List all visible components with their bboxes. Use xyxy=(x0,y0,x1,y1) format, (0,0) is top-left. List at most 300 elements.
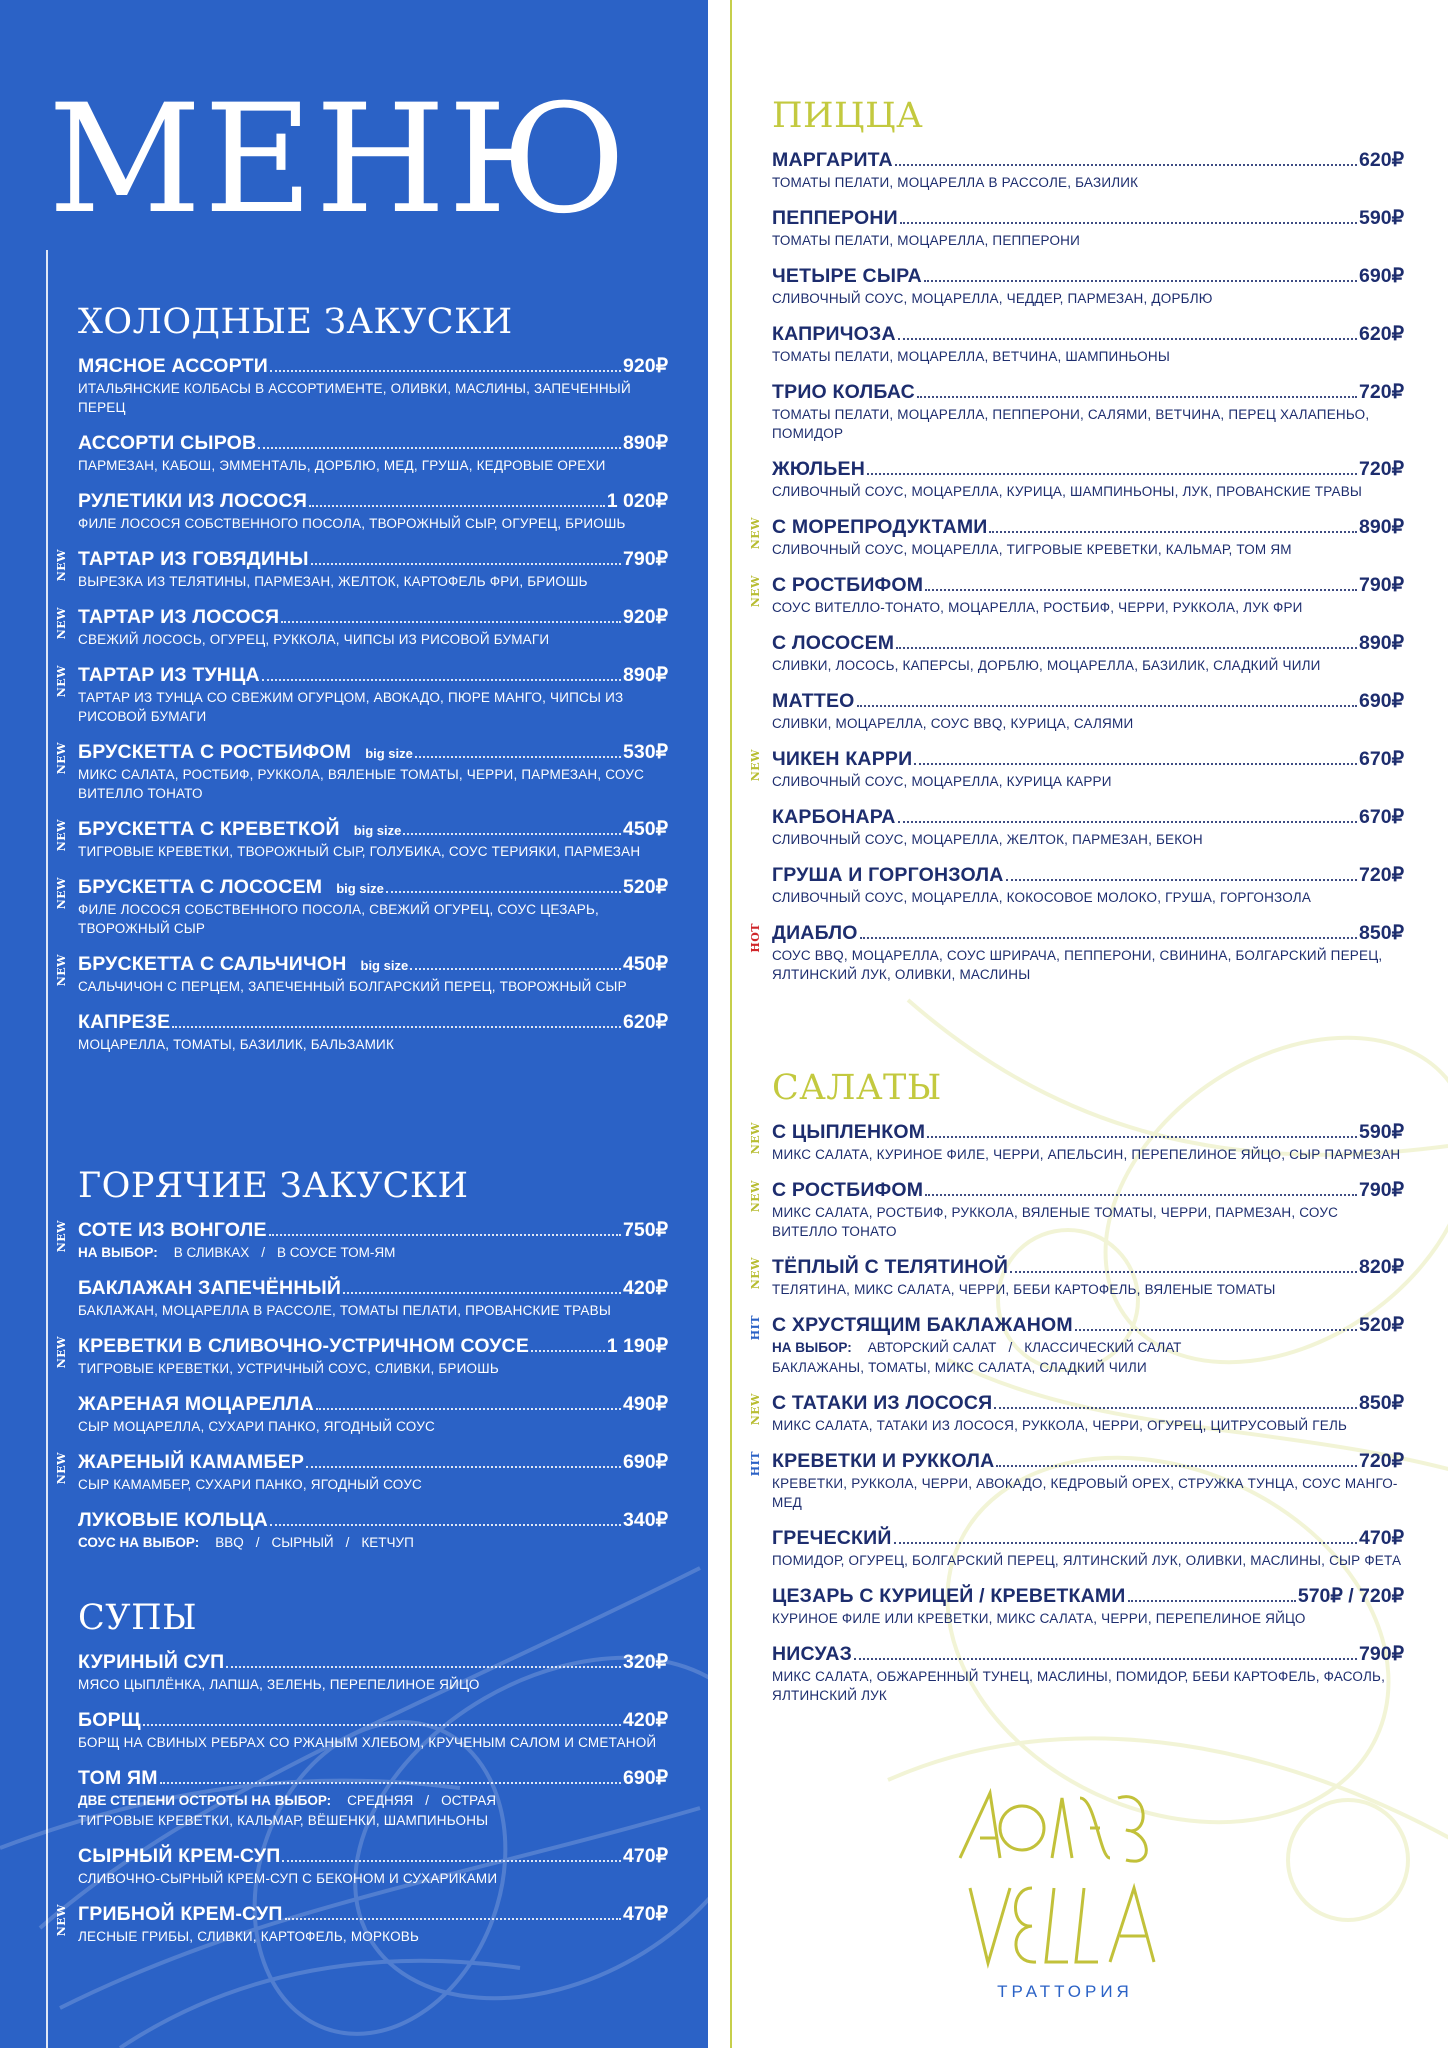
item-name: ЖАРЕНЫЙ КАМАМБЕР xyxy=(78,1451,305,1473)
leader-dots xyxy=(860,937,1357,939)
badge-hit: HIT xyxy=(749,1315,762,1341)
item-name: КАРБОНАРА xyxy=(772,806,896,828)
item-name: ЖЮЛЬЕН xyxy=(772,458,865,480)
choice-option: АВТОРСКИЙ САЛАТ xyxy=(867,1340,997,1355)
badge-new: NEW xyxy=(749,749,762,782)
item-row xyxy=(772,457,1404,481)
menu-item xyxy=(55,952,668,996)
item-name: ГРУША И ГОРГОНЗОЛА xyxy=(772,864,1004,886)
menu-item xyxy=(772,380,1404,443)
badge-new: NEW xyxy=(55,1904,68,1937)
item-price: 720₽ xyxy=(1359,864,1404,886)
leader-dots xyxy=(311,563,621,565)
leader-dots xyxy=(1128,1600,1296,1602)
item-price: 320₽ xyxy=(623,1651,668,1673)
item-description: СВЕЖИЙ ЛОСОСЬ, ОГУРЕЦ, РУККОЛА, ЧИПСЫ ИЗ РИСОВОЙ БУМАГИ xyxy=(78,632,550,647)
item-price: 850₽ xyxy=(1359,1392,1404,1414)
menu-item xyxy=(55,740,668,803)
item-name: БОРЩ xyxy=(78,1709,141,1731)
menu-item xyxy=(749,573,1404,617)
item-name: ТАРТАР ИЗ ЛОСОСЯ xyxy=(78,606,280,628)
item-description: СЫР КАМАМБЕР, СУХАРИ ПАНКО, ЯГОДНЫЙ СОУС xyxy=(78,1477,422,1492)
badge-new: NEW xyxy=(749,575,762,608)
restaurant-logo xyxy=(950,1778,1180,2002)
item-name: КУРИНЫЙ СУП xyxy=(78,1651,225,1673)
item-row xyxy=(78,489,668,513)
leader-dots xyxy=(857,705,1357,707)
item-description: СЛИВОЧНЫЙ СОУС, МОЦАРЕЛЛА, КУРИЦА КАРРИ xyxy=(772,774,1112,789)
item-description: МИКС САЛАТА, ТАТАКИ ИЗ ЛОСОСЯ, РУККОЛА, ЧЕРРИ, ОГУРЕЦ, ЦИТРУСОВЫЙ ГЕЛЬ xyxy=(772,1418,1348,1433)
leader-dots xyxy=(894,1542,1357,1544)
item-price: 590₽ xyxy=(1359,1121,1404,1143)
item-description: СЛИВОЧНО-СЫРНЫЙ КРЕМ-СУП С БЕКОНОМ И СУХАРИКАМИ xyxy=(78,1871,498,1886)
item-price: 890₽ xyxy=(1359,516,1404,538)
item-price: 620₽ xyxy=(1359,323,1404,345)
leader-dots xyxy=(403,833,621,835)
size-note: big size xyxy=(365,746,413,761)
leader-dots xyxy=(925,1194,1357,1196)
choice-separator: / xyxy=(255,1535,260,1550)
item-price: 790₽ xyxy=(1359,1643,1404,1665)
menu-item xyxy=(55,817,668,861)
item-name: С МОРЕПРОДУКТАМИ xyxy=(772,516,988,538)
item-description: ИТАЛЬЯНСКИЕ КОЛБАСЫ В АССОРТИМЕНТЕ, ОЛИВКИ, МАСЛИНЫ, ЗАПЕЧЕННЫЙ ПЕРЕЦ xyxy=(78,381,631,415)
item-price: 790₽ xyxy=(623,548,668,570)
item-name: ТАРТАР ИЗ ГОВЯДИНЫ xyxy=(78,548,309,570)
menu-item xyxy=(772,1526,1404,1570)
menu-title: МЕНЮ xyxy=(48,73,629,247)
item-price: 450₽ xyxy=(623,953,668,975)
menu-item xyxy=(55,1334,668,1378)
item-description: МИКС САЛАТА, РОСТБИФ, РУККОЛА, ВЯЛЕНЫЕ ТОМАТЫ, ЧЕРРИ, ПАРМЕЗАН, СОУС ВИТЕЛЛО ТОНАТО xyxy=(772,1205,1339,1239)
badge-hot: HOT xyxy=(749,923,762,953)
menu-item xyxy=(78,1276,668,1320)
item-description: ТОМАТЫ ПЕЛАТИ, МОЦАРЕЛЛА, ПЕППЕРОНИ xyxy=(772,233,1081,248)
leader-dots xyxy=(410,968,621,970)
badge-new: NEW xyxy=(55,607,68,640)
item-description: СЛИВОЧНЫЙ СОУС, МОЦАРЕЛЛА, ЖЕЛТОК, ПАРМЕЗАН, БЕКОН xyxy=(772,832,1203,847)
leader-dots xyxy=(386,891,621,893)
item-price: 670₽ xyxy=(1359,806,1404,828)
size-note: big size xyxy=(360,958,409,973)
choice-separator: / xyxy=(1008,1340,1013,1355)
item-name: С ЦЫПЛЕНКОМ xyxy=(772,1121,926,1143)
item-price: 890₽ xyxy=(1359,632,1404,654)
item-description: БОРЩ НА СВИНЫХ РЕБРАХ СО РЖАНЫМ ХЛЕБОМ, КРУЧЕНЫМ САЛОМ И СМЕТАНОЙ xyxy=(78,1735,657,1750)
badge-new: NEW xyxy=(55,742,68,775)
item-price: 690₽ xyxy=(1359,690,1404,712)
choice-option: BBQ xyxy=(215,1535,244,1550)
item-row xyxy=(772,322,1404,346)
item-price: 470₽ xyxy=(1359,1527,1404,1549)
menu-item xyxy=(772,457,1404,501)
item-row xyxy=(772,264,1404,288)
item-price: 620₽ xyxy=(623,1011,668,1033)
section-soups xyxy=(55,1596,668,1960)
item-name: БРУСКЕТТА С КРЕВЕТКОЙ xyxy=(78,818,340,840)
section-cold-appetizers xyxy=(55,300,668,1068)
badge-new: NEW xyxy=(55,1336,68,1369)
item-price: 520₽ xyxy=(1359,1314,1404,1336)
item-row xyxy=(772,863,1404,887)
item-description: КУРИНОЕ ФИЛЕ ИЛИ КРЕВЕТКИ, МИКС САЛАТА, ЧЕРРИ, ПЕРЕПЕЛИНОЕ ЯЙЦО xyxy=(772,1611,1306,1626)
item-name: БРУСКЕТТА С ЛОСОСЕМ xyxy=(78,876,323,898)
item-name: ЖАРЕНАЯ МОЦАРЕЛЛА xyxy=(78,1393,314,1415)
item-price: 720₽ xyxy=(1359,381,1404,403)
item-row xyxy=(78,1010,668,1034)
frame-line xyxy=(46,250,48,2048)
leader-dots xyxy=(896,647,1357,649)
item-name: МАРГАРИТА xyxy=(772,149,893,171)
menu-item xyxy=(78,1392,668,1436)
item-name: МЯСНОЕ АССОРТИ xyxy=(78,355,268,377)
item-row xyxy=(78,740,668,764)
leader-dots xyxy=(1075,1329,1357,1331)
leader-dots xyxy=(172,1026,621,1028)
leader-dots xyxy=(924,280,1357,282)
leader-dots xyxy=(531,1350,605,1352)
item-row xyxy=(78,431,668,455)
menu-item xyxy=(749,515,1404,559)
item-name: ТРИО КОЛБАС xyxy=(772,381,915,403)
item-price: 690₽ xyxy=(623,1767,668,1789)
item-price: 890₽ xyxy=(623,664,668,686)
menu-item xyxy=(749,1391,1404,1435)
item-description: СЛИВОЧНЫЙ СОУС, МОЦАРЕЛЛА, ЧЕДДЕР, ПАРМЕЗАН, ДОРБЛЮ xyxy=(772,291,1213,306)
item-name: ТОМ ЯМ xyxy=(78,1767,158,1789)
item-row xyxy=(772,1526,1404,1550)
item-price: 590₽ xyxy=(1359,207,1404,229)
item-choice xyxy=(78,1791,668,1810)
item-row xyxy=(772,1313,1404,1337)
menu-item xyxy=(55,1450,668,1494)
leader-dots xyxy=(269,1234,621,1236)
item-row xyxy=(772,631,1404,655)
menu-item xyxy=(78,1766,668,1830)
item-row xyxy=(772,573,1404,597)
accent-stripe xyxy=(730,0,732,2048)
item-choice xyxy=(772,1338,1404,1357)
item-description: СОУС BBQ, МОЦАРЕЛЛА, СОУС ШРИРАЧА, ПЕППЕРОНИ, СВИНИНА, БОЛГАРСКИЙ ПЕРЕЦ, ЯЛТИНСКИЙ ЛУК, ОЛИВКИ, МАСЛИНЫ xyxy=(772,948,1383,982)
choice-option: КЕТЧУП xyxy=(361,1535,414,1550)
item-description: БАКЛАЖАНЫ, ТОМАТЫ, МИКС САЛАТА, СЛАДКИЙ ЧИЛИ xyxy=(772,1360,1147,1375)
item-price: 620₽ xyxy=(1359,149,1404,171)
item-name: СОТЕ ИЗ ВОНГОЛЕ xyxy=(78,1219,267,1241)
item-description: БАКЛАЖАН, МОЦАРЕЛЛА В РАССОЛЕ, ТОМАТЫ ПЕЛАТИ, ПРОВАНСКИЕ ТРАВЫ xyxy=(78,1303,611,1318)
item-price: 490₽ xyxy=(623,1393,668,1415)
leader-dots xyxy=(1010,1271,1357,1273)
badge-new: NEW xyxy=(55,549,68,582)
badge-new: NEW xyxy=(55,819,68,852)
item-row xyxy=(78,1844,668,1868)
item-name: ЦЕЗАРЬ С КУРИЦЕЙ / КРЕВЕТКАМИ xyxy=(772,1585,1126,1607)
item-row xyxy=(772,1449,1404,1473)
menu-item xyxy=(749,1313,1404,1377)
choice-separator: / xyxy=(425,1793,430,1808)
menu-item xyxy=(772,148,1404,192)
logo-subtitle: ТРАТТОРИЯ xyxy=(997,1982,1133,2001)
size-note: big size xyxy=(336,881,384,896)
leader-dots xyxy=(285,1918,621,1920)
section-pizza xyxy=(749,94,1404,998)
item-row xyxy=(78,1650,668,1674)
item-row xyxy=(78,817,668,841)
choice-option: СРЕДНЯЯ xyxy=(347,1793,414,1808)
item-name: БАКЛАЖАН ЗАПЕЧЁННЫЙ xyxy=(78,1277,342,1299)
item-name: С ТАТАКИ ИЗ ЛОСОСЯ xyxy=(772,1392,993,1414)
item-name: ГРИБНОЙ КРЕМ-СУП xyxy=(78,1903,283,1925)
item-name: ТАРТАР ИЗ ТУНЦА xyxy=(78,664,260,686)
item-choice xyxy=(78,1243,668,1262)
item-row xyxy=(772,515,1404,539)
leader-dots xyxy=(914,763,1357,765)
item-row xyxy=(78,1708,668,1732)
section-title: ГОРЯЧИЕ ЗАКУСКИ xyxy=(78,1166,469,1206)
menu-item xyxy=(749,1255,1404,1299)
item-row xyxy=(772,1642,1404,1666)
item-description: ТЕЛЯТИНА, МИКС САЛАТА, ЧЕРРИ, БЕБИ КАРТОФЕЛЬ, ВЯЛЕНЫЕ ТОМАТЫ xyxy=(772,1282,1276,1297)
item-row xyxy=(78,875,668,899)
item-name: С РОСТБИФОМ xyxy=(772,574,924,596)
leader-dots xyxy=(898,338,1357,340)
leader-dots xyxy=(343,1292,621,1294)
item-row xyxy=(78,1392,668,1416)
menu-item xyxy=(78,489,668,533)
leader-dots xyxy=(306,1466,621,1468)
menu-item xyxy=(772,805,1404,849)
item-name: С ЛОСОСЕМ xyxy=(772,632,895,654)
item-name: КРЕВЕТКИ И РУККОЛА xyxy=(772,1450,995,1472)
item-name: СЫРНЫЙ КРЕМ-СУП xyxy=(78,1845,281,1867)
leader-dots xyxy=(258,447,621,449)
leader-dots xyxy=(415,756,621,758)
menu-item xyxy=(78,1508,668,1552)
leader-dots xyxy=(927,1136,1357,1138)
leader-dots xyxy=(867,473,1357,475)
leader-dots xyxy=(270,370,621,372)
item-price: 920₽ xyxy=(623,355,668,377)
item-row xyxy=(772,148,1404,172)
item-description: СЛИВОЧНЫЙ СОУС, МОЦАРЕЛЛА, КУРИЦА, ШАМПИНЬОНЫ, ЛУК, ПРОВАНСКИЕ ТРАВЫ xyxy=(772,484,1363,499)
item-description: ТИГРОВЫЕ КРЕВЕТКИ, ТВОРОЖНЫЙ СЫР, ГОЛУБИКА, СОУС ТЕРИЯКИ, ПАРМЕЗАН xyxy=(78,844,641,859)
leader-dots xyxy=(316,1408,621,1410)
item-price: 790₽ xyxy=(1359,574,1404,596)
choice-label: НА ВЫБОР: xyxy=(78,1245,158,1260)
menu-item xyxy=(749,747,1404,791)
choice-option: СЫРНЫЙ xyxy=(271,1535,334,1550)
menu-item xyxy=(749,1120,1404,1164)
item-name: ЧЕТЫРЕ СЫРА xyxy=(772,265,922,287)
menu-item xyxy=(78,354,668,417)
menu-item xyxy=(749,1449,1404,1512)
item-price: 790₽ xyxy=(1359,1179,1404,1201)
item-row xyxy=(78,1334,668,1358)
item-name: ДИАБЛО xyxy=(772,922,858,944)
item-row xyxy=(772,1178,1404,1202)
item-row xyxy=(772,921,1404,945)
choice-separator: / xyxy=(345,1535,350,1550)
item-row xyxy=(78,1450,668,1474)
item-row xyxy=(78,547,668,571)
item-price: 690₽ xyxy=(1359,265,1404,287)
leader-dots xyxy=(281,621,621,623)
menu-item xyxy=(749,921,1404,984)
item-price: 750₽ xyxy=(623,1219,668,1241)
leader-dots xyxy=(282,1860,621,1862)
leader-dots xyxy=(898,821,1358,823)
item-price: 690₽ xyxy=(623,1451,668,1473)
item-description: СЛИВОЧНЫЙ СОУС, МОЦАРЕЛЛА, КОКОСОВОЕ МОЛОКО, ГРУША, ГОРГОНЗОЛА xyxy=(772,890,1312,905)
item-description: СОУС ВИТЕЛЛО-ТОНАТО, МОЦАРЕЛЛА, РОСТБИФ, ЧЕРРИ, РУККОЛА, ЛУК ФРИ xyxy=(772,600,1303,615)
item-description: СЛИВКИ, ЛОСОСЬ, КАПЕРСЫ, ДОРБЛЮ, МОЦАРЕЛЛА, БАЗИЛИК, СЛАДКИЙ ЧИЛИ xyxy=(772,658,1321,673)
item-price: 340₽ xyxy=(623,1509,668,1531)
menu-item xyxy=(78,431,668,475)
item-description: МИКС САЛАТА, ОБЖАРЕННЫЙ ТУНЕЦ, МАСЛИНЫ, ПОМИДОР, БЕБИ КАРТОФЕЛЬ, ФАСОЛЬ, ЯЛТИНСКИЙ ЛУК xyxy=(772,1669,1386,1703)
section-hot-appetizers xyxy=(55,1164,668,1566)
item-row xyxy=(772,380,1404,404)
badge-new: NEW xyxy=(749,1393,762,1426)
item-description: МИКС САЛАТА, КУРИНОЕ ФИЛЕ, ЧЕРРИ, АПЕЛЬСИН, ПЕРЕПЕЛИНОЕ ЯЙЦО, СЫР ПАРМЕЗАН xyxy=(772,1147,1401,1162)
item-price: 720₽ xyxy=(1359,458,1404,480)
item-name: ЧИКЕН КАРРИ xyxy=(772,748,913,770)
item-name: ПЕППЕРОНИ xyxy=(772,207,898,229)
item-price: 420₽ xyxy=(623,1277,668,1299)
badge-new: NEW xyxy=(55,1220,68,1253)
size-note: big size xyxy=(353,823,402,838)
choice-option: КЛАССИЧЕСКИЙ САЛАТ xyxy=(1024,1340,1182,1355)
item-name: КРЕВЕТКИ В СЛИВОЧНО-УСТРИЧНОМ СОУСЕ xyxy=(78,1335,530,1357)
item-name: РУЛЕТИКИ ИЗ ЛОСОСЯ xyxy=(78,490,308,512)
item-row xyxy=(78,354,668,378)
item-description: ПАРМЕЗАН, КАБОШ, ЭММЕНТАЛЬ, ДОРБЛЮ, МЕД, ГРУША, КЕДРОВЫЕ ОРЕХИ xyxy=(78,458,606,473)
leader-dots xyxy=(854,1658,1357,1660)
menu-item xyxy=(55,1218,668,1262)
item-description: ТИГРОВЫЕ КРЕВЕТКИ, КАЛЬМАР, ВЁШЕНКИ, ШАМПИНЬОНЫ xyxy=(78,1813,489,1828)
leader-dots xyxy=(143,1724,621,1726)
item-name: БРУСКЕТТА С РОСТБИФОМ xyxy=(78,741,352,763)
leader-dots xyxy=(989,531,1357,533)
item-description: ПОМИДОР, ОГУРЕЦ, БОЛГАРСКИЙ ПЕРЕЦ, ЯЛТИНСКИЙ ЛУК, ОЛИВКИ, МАСЛИНЫ, СЫР ФЕТА xyxy=(772,1553,1402,1568)
section-title: ПИЦЦА xyxy=(772,96,924,136)
menu-item xyxy=(55,1902,668,1946)
item-description: КРЕВЕТКИ, РУККОЛА, ЧЕРРИ, АВОКАДО, КЕДРОВЫЙ ОРЕХ, СТРУЖКА ТУНЦА, СОУС МАНГО-МЕД xyxy=(772,1476,1398,1510)
menu-item xyxy=(78,1844,668,1888)
item-description: СЛИВКИ, МОЦАРЕЛЛА, СОУС BBQ, КУРИЦА, САЛЯМИ xyxy=(772,716,1134,731)
section-title: ХОЛОДНЫЕ ЗАКУСКИ xyxy=(78,302,513,342)
item-name: С РОСТБИФОМ xyxy=(772,1179,924,1201)
badge-new: NEW xyxy=(749,1257,762,1290)
section-salads xyxy=(749,1066,1404,1719)
choice-option: В СОУСЕ ТОМ-ЯМ xyxy=(277,1245,396,1260)
menu-item xyxy=(55,875,668,938)
item-row xyxy=(772,747,1404,771)
leader-dots xyxy=(262,679,621,681)
badge-new: NEW xyxy=(55,665,68,698)
item-description: ФИЛЕ ЛОСОСЯ СОБСТВЕННОГО ПОСОЛА, СВЕЖИЙ ОГУРЕЦ, СОУС ЦЕЗАРЬ, ТВОРОЖНЫЙ СЫР xyxy=(78,902,599,936)
menu-item xyxy=(78,1010,668,1054)
item-row xyxy=(78,952,668,976)
menu-item xyxy=(772,1642,1404,1705)
item-price: 450₽ xyxy=(623,818,668,840)
item-description: ФИЛЕ ЛОСОСЯ СОБСТВЕННОГО ПОСОЛА, ТВОРОЖНЫЙ СЫР, ОГУРЕЦ, БРИОШЬ xyxy=(78,516,626,531)
menu-item xyxy=(772,206,1404,250)
item-choice xyxy=(78,1533,668,1552)
menu-item xyxy=(55,663,668,726)
badge-new: NEW xyxy=(55,1452,68,1485)
item-description: ТОМАТЫ ПЕЛАТИ, МОЦАРЕЛЛА В РАССОЛЕ, БАЗИЛИК xyxy=(772,175,1139,190)
menu-item xyxy=(772,322,1404,366)
choice-separator: / xyxy=(261,1245,266,1260)
leader-dots xyxy=(996,1465,1357,1467)
item-row xyxy=(78,663,668,687)
item-row xyxy=(772,206,1404,230)
item-name: ЛУКОВЫЕ КОЛЬЦА xyxy=(78,1509,268,1531)
logo-mark xyxy=(950,1778,1180,1978)
left-panel xyxy=(0,0,708,2048)
item-name: БРУСКЕТТА С САЛЬЧИЧОН xyxy=(78,953,347,975)
menu-item xyxy=(772,1584,1404,1628)
item-name: КАПРИЧОЗА xyxy=(772,323,896,345)
item-description: ТИГРОВЫЕ КРЕВЕТКИ, УСТРИЧНЫЙ СОУС, СЛИВКИ, БРИОШЬ xyxy=(78,1361,499,1376)
item-description: ТАРТАР ИЗ ТУНЦА СО СВЕЖИМ ОГУРЦОМ, АВОКАДО, ПЮРЕ МАНГО, ЧИПСЫ ИЗ РИСОВОЙ БУМАГИ xyxy=(78,690,624,724)
item-price: 530₽ xyxy=(623,741,668,763)
leader-dots xyxy=(309,505,605,507)
item-price: 570₽ / 720₽ xyxy=(1297,1585,1404,1607)
item-description: ЛЕСНЫЕ ГРИБЫ, СЛИВКИ, КАРТОФЕЛЬ, МОРКОВЬ xyxy=(78,1929,420,1944)
choice-label: ДВЕ СТЕПЕНИ ОСТРОТЫ НА ВЫБОР: xyxy=(78,1793,332,1808)
leader-dots xyxy=(895,164,1357,166)
badge-new: NEW xyxy=(55,954,68,987)
item-name: МАТТЕО xyxy=(772,690,855,712)
item-description: МЯСО ЦЫПЛЁНКА, ЛАПША, ЗЕЛЕНЬ, ПЕРЕПЕЛИНОЕ ЯЙЦО xyxy=(78,1677,480,1692)
item-price: 820₽ xyxy=(1359,1256,1404,1278)
menu-item xyxy=(55,605,668,649)
item-price: 420₽ xyxy=(623,1709,668,1731)
item-row xyxy=(772,1391,1404,1415)
item-row xyxy=(78,605,668,629)
badge-hit: HIT xyxy=(749,1451,762,1477)
badge-new: NEW xyxy=(749,517,762,550)
item-name: ТЁПЛЫЙ С ТЕЛЯТИНОЙ xyxy=(772,1256,1009,1278)
item-name: НИСУАЗ xyxy=(772,1643,853,1665)
item-description: МИКС САЛАТА, РОСТБИФ, РУККОЛА, ВЯЛЕНЫЕ ТОМАТЫ, ЧЕРРИ, ПАРМЕЗАН, СОУС ВИТЕЛЛО ТОНАТО xyxy=(78,767,645,801)
leader-dots xyxy=(917,396,1357,398)
menu-item xyxy=(772,863,1404,907)
leader-dots xyxy=(925,589,1357,591)
item-row xyxy=(772,1120,1404,1144)
item-name: С ХРУСТЯЩИМ БАКЛАЖАНОМ xyxy=(772,1314,1073,1336)
item-description: ТОМАТЫ ПЕЛАТИ, МОЦАРЕЛЛА, ПЕППЕРОНИ, САЛЯМИ, ВЕТЧИНА, ПЕРЕЦ ХАЛАПЕНЬО, ПОМИДОР xyxy=(772,407,1370,441)
choice-label: СОУС НА ВЫБОР: xyxy=(78,1535,200,1550)
item-name: АССОРТИ СЫРОВ xyxy=(78,432,257,454)
menu-item xyxy=(78,1708,668,1752)
leader-dots xyxy=(900,222,1357,224)
item-price: 670₽ xyxy=(1359,748,1404,770)
item-name: КАПРЕЗЕ xyxy=(78,1011,171,1033)
item-row xyxy=(78,1508,668,1532)
badge-new: NEW xyxy=(55,877,68,910)
item-row xyxy=(772,805,1404,829)
item-price: 850₽ xyxy=(1359,922,1404,944)
item-name: ГРЕЧЕСКИЙ xyxy=(772,1527,892,1549)
item-price: 920₽ xyxy=(623,606,668,628)
item-description: МОЦАРЕЛЛА, ТОМАТЫ, БАЗИЛИК, БАЛЬЗАМИК xyxy=(78,1037,395,1052)
item-row xyxy=(78,1276,668,1300)
item-row xyxy=(772,1255,1404,1279)
item-price: 1 190₽ xyxy=(606,1335,668,1357)
menu-item xyxy=(749,1178,1404,1241)
item-price: 470₽ xyxy=(623,1903,668,1925)
